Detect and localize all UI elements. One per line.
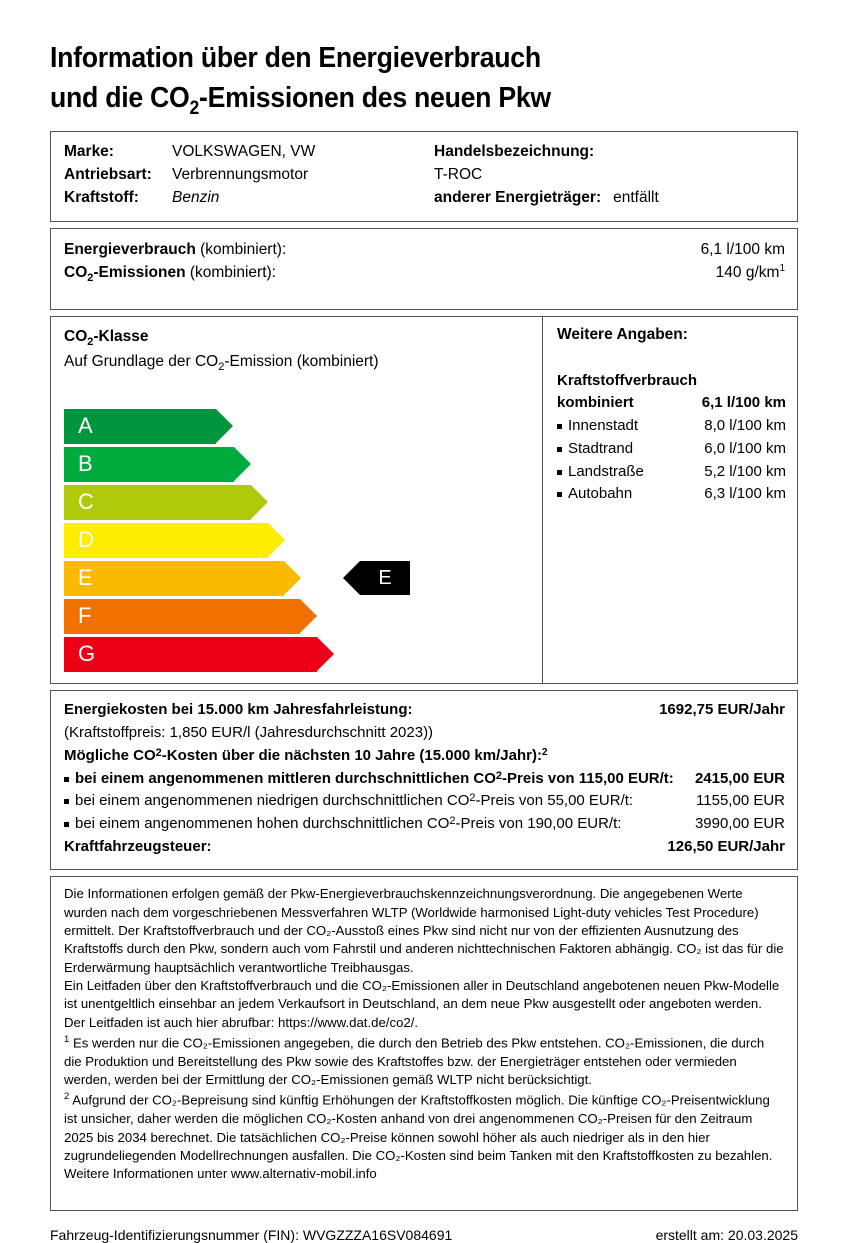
consumption-box — [50, 228, 798, 310]
energy-cost-row — [64, 699, 785, 722]
fuel-price-note: (Kraftstoffpreis: 1,850 EUR/l (Jahresdurchschnitt 2023)) — [64, 723, 434, 741]
bar-arrow-tip — [268, 523, 285, 557]
bar-shape — [64, 523, 334, 558]
identity-right-column — [434, 141, 785, 210]
co2-subscript: 2 — [495, 769, 503, 782]
footnote-marker: 2 — [541, 746, 548, 758]
co2-subscript: 2 — [449, 815, 456, 828]
square-bullet-icon — [64, 799, 69, 804]
handelsbezeichnung-label: Handelsbezeichnung: — [434, 143, 595, 161]
bar-shape — [64, 599, 334, 634]
fuel-consumption-row-name — [557, 483, 632, 506]
fuel-consumption-row-label: Stadtrand — [568, 439, 634, 457]
square-bullet-icon — [557, 470, 562, 475]
bar-letter-a: A — [78, 413, 93, 439]
fuel-consumption-row-value: 5,2 l/100 km — [704, 462, 786, 480]
legal-paragraph-2: Ein Leitfaden über den Kraftstoffverbrauch und die CO₂-Emissionen aller in Deutschland angebotenen neuen Pkw-Modelle ist unentgeltlich einsehbar an jedem Verkaufsort in Deutschland, an dem neue Pkw ausgestellt oder angeboten werden. Der Leitfaden ist auch hier abrufbar: https://www.dat.de/co2/. — [64, 977, 780, 1030]
fuel-consumption-row-value: 6,3 l/100 km — [704, 485, 786, 503]
bar-letter-d: D — [78, 527, 94, 553]
selected-class-letter: E — [378, 567, 392, 590]
fuel-consumption-list — [557, 392, 786, 506]
co2-class-bar-b — [64, 447, 334, 482]
vin-label: Fahrzeug-Identifizierungsnummer (FIN): — [50, 1226, 303, 1243]
fuel-consumption-row-label: kombiniert — [557, 394, 634, 412]
bar-body — [64, 523, 268, 558]
energy-cost-label: Energiekosten bei 15.000 km Jahresfahrleistung: — [64, 700, 413, 718]
legal-footnote-1-text: Es werden nur die CO₂-Emissionen angegeben, die durch den Betrieb des Pkw entstehen. CO₂-Emissionen, die durch die Produktion und Bereitstellung des Pkw sowie des Kraftstoffes bzw. der Energieträger entstehen oder vermieden werden, werden bei der Ermittlung der CO₂-Emissionen gemäß WLTP nicht berücksichtigt. — [64, 1035, 765, 1088]
vin-row — [50, 1227, 452, 1243]
bar-arrow-tip — [300, 599, 317, 633]
co2-emissions-value — [716, 261, 785, 287]
co2-class-title — [64, 326, 542, 351]
co2-class-bar-a — [64, 409, 334, 444]
bar-shape — [64, 409, 334, 444]
co2-emissions-label-a: CO — [64, 264, 88, 282]
co2-cost-scenario-value: 3990,00 EUR — [694, 815, 785, 833]
legal-paragraph-1: Die Informationen erfolgen gemäß der Pkw-Energieverbrauchskennzeichnungsverordnung. Die angegebenen Werte wurden nach dem vorgeschriebenen Messverfahren WLTP (Worldwide harmonised Light-duty vehicles Test Procedure) ermittelt. Der Kraftstoffverbrauch und der CO₂-Ausstoß eines Pkw sind nicht nur von der effizienten Ausnutzung des Kraftstoffs durch den Pkw, sondern auch vom Fahrstil und anderen nichttechnischen Faktoren abhängig. CO₂ ist das für die Erderwärmung hauptsächlich verantwortliche Treibhausgas. — [64, 886, 784, 975]
fuel-consumption-row-label: Innenstadt — [568, 416, 639, 434]
vehicle-tax-label: Kraftfahrzeugsteuer: — [64, 838, 212, 856]
scenario-text-a: bei einem angenommenen hohen durchschnittlichen CO — [75, 815, 450, 833]
identity-row-kraftstoff — [64, 187, 434, 210]
energy-consumption-label-bold: Energieverbrauch — [64, 240, 196, 258]
bar-letter-f: F — [78, 603, 92, 629]
fuel-consumption-row — [557, 438, 786, 461]
energy-consumption-label — [64, 238, 286, 261]
legal-notice-box — [50, 876, 798, 1210]
fuel-consumption-row-value: 8,0 l/100 km — [704, 416, 786, 434]
co2-class-scale-area — [51, 317, 543, 683]
identity-row-handelsbezeichnung-value — [434, 164, 785, 187]
handelsbezeichnung-value: T-ROC — [434, 165, 483, 183]
vehicle-tax-value: 126,50 EUR/Jahr — [667, 838, 785, 856]
co2-class-title-a: CO — [64, 327, 88, 345]
additional-info-title: Weitere Angaben: — [557, 325, 688, 343]
bar-shape — [64, 637, 334, 672]
anderer-energietraeger-label: anderer Energieträger: — [434, 188, 602, 206]
created-label: erstellt am: — [655, 1226, 728, 1243]
scenario-text-b: -Preis von 115,00 EUR/t: — [502, 769, 674, 787]
bar-shape — [64, 447, 334, 482]
footnote-marker: 2 — [64, 1091, 70, 1103]
bar-arrow-tip — [216, 409, 233, 443]
fuel-consumption-row-name — [557, 461, 644, 484]
antriebsart-label: Antriebsart: — [64, 165, 152, 183]
co2-class-panel — [50, 316, 798, 684]
co2-cost-scenario-label — [64, 813, 621, 836]
co2-subscript: 2 — [87, 272, 94, 285]
co2-class-bar-scale — [64, 409, 334, 675]
vehicle-identity-box — [50, 131, 798, 222]
co2-cost-header-row — [64, 745, 785, 768]
fuel-consumption-row-name — [557, 415, 638, 438]
fuel-consumption-row — [557, 461, 786, 484]
bar-shape — [64, 561, 334, 596]
energy-consumption-row — [64, 238, 785, 261]
co2-cost-header-b: -Kosten über die nächsten 10 Jahre (15.000 km/Jahr): — [161, 746, 542, 764]
co2-emissions-label-norm: (kombiniert): — [185, 264, 276, 282]
co2-cost-scenario-value: 2415,00 EUR — [694, 769, 785, 787]
scenario-text-a: bei einem angenommenen mittleren durchschnittlichen CO — [75, 769, 496, 787]
co2-subscript: 2 — [155, 746, 162, 759]
vin-value: WVGZZZA16SV084691 — [302, 1226, 453, 1243]
selected-co2-class-marker — [343, 561, 410, 595]
square-bullet-icon — [64, 777, 69, 782]
co2-emissions-label-b: -Emissionen — [93, 264, 186, 282]
fuel-consumption-row-value: 6,0 l/100 km — [704, 439, 786, 457]
co2-cost-scenario-value: 1155,00 EUR — [696, 792, 785, 810]
bar-body — [64, 599, 300, 634]
co2-class-bar-c — [64, 485, 334, 520]
fuel-consumption-row-label: Landstraße — [568, 462, 644, 480]
bar-arrow-tip — [284, 561, 301, 595]
co2-cost-scenario-row — [64, 813, 785, 836]
created-row — [656, 1227, 798, 1243]
vehicle-tax-row — [64, 836, 785, 859]
square-bullet-icon — [557, 492, 562, 497]
identity-left-column — [64, 141, 434, 210]
co2-subscript: 2 — [189, 97, 199, 119]
bar-body — [64, 561, 284, 596]
bar-arrow-tip — [234, 447, 251, 481]
fuel-consumption-row — [557, 392, 786, 415]
fuel-consumption-row — [557, 415, 786, 438]
scenario-text-b: -Preis von 190,00 EUR/t: — [455, 815, 622, 833]
legal-footnote-2 — [64, 1090, 785, 1183]
page-title-line2-a: und die CO — [50, 82, 190, 115]
identity-row-anderer-energietraeger — [434, 187, 785, 210]
scenario-text-a: bei einem angenommenen niedrigen durchschnittlichen CO — [75, 792, 470, 810]
co2-class-subtitle-a: Auf Grundlage der CO — [64, 352, 219, 370]
scenario-text-b: -Preis von 55,00 EUR/t: — [475, 792, 634, 810]
marker-arrow-tip — [343, 561, 360, 595]
co2-cost-header — [64, 745, 548, 768]
co2-subscript: 2 — [469, 792, 476, 805]
page-title-line1: Information über den Energieverbrauch — [50, 42, 541, 74]
bar-letter-c: C — [78, 489, 94, 515]
co2-class-bar-d — [64, 523, 334, 558]
co2-emissions-value-text: 140 g/km — [715, 264, 780, 282]
square-bullet-icon — [64, 822, 69, 827]
identity-row-handelsbezeichnung-label — [434, 141, 785, 164]
kraftstoff-value: Benzin — [172, 188, 220, 206]
fuel-consumption-row-value: 6,1 l/100 km — [701, 394, 786, 412]
co2-class-bar-f — [64, 599, 334, 634]
fuel-consumption-row-name — [557, 392, 634, 415]
legal-footnote-2-text: Aufgrund der CO₂-Bepreisung sind künftig Erhöhungen der Kraftstoffkosten möglich. Die künftige CO₂-Preisentwicklung ist unsicher, daher werden die möglichen CO₂-Kosten anhand von drei angenommenen CO₂-Preisen für den Zeitraum 2025 bis 2034 berechnet. Die tatsächlichen CO₂-Preise können sowohl höher als auch niedriger als in den hier zugrundeliegenden Modellrechnungen ausfallen. Die CO₂-Kosten sind beim Tanken mit den Kraftstoffkosten zu bezahlen. Weitere Informationen unter www.alternativ-mobil.info — [64, 1092, 773, 1182]
square-bullet-icon — [557, 447, 562, 452]
energy-consumption-value: 6,1 l/100 km — [700, 240, 785, 258]
page-footer — [50, 1227, 798, 1243]
footnote-marker: 1 — [64, 1034, 70, 1045]
co2-class-subtitle-b: -Emission (kombiniert) — [224, 352, 379, 370]
bar-shape — [64, 485, 334, 520]
costs-box — [50, 690, 798, 871]
bar-letter-e: E — [78, 565, 93, 591]
anderer-energietraeger-value: entfällt — [613, 188, 659, 206]
additional-info-panel — [543, 317, 797, 683]
bar-arrow-tip — [317, 637, 334, 671]
co2-cost-scenario-label — [64, 768, 674, 791]
square-bullet-icon — [557, 424, 562, 429]
fuel-consumption-section-title: Kraftstoffverbrauch — [557, 371, 698, 389]
page-title-line2-b: -Emissionen des neuen Pkw — [198, 82, 551, 115]
co2-subscript: 2 — [87, 335, 94, 348]
kraftstoff-label: Kraftstoff: — [64, 188, 139, 206]
co2-class-title-b: -Klasse — [93, 327, 149, 345]
co2-cost-scenario-label — [64, 790, 633, 813]
co2-cost-scenario-row — [64, 768, 785, 791]
bar-letter-g: G — [78, 641, 96, 667]
fuel-consumption-row-label: Autobahn — [568, 485, 633, 503]
co2-cost-scenario-row — [64, 790, 785, 813]
legal-footnote-1 — [64, 1033, 785, 1089]
marker-body — [360, 561, 410, 595]
bar-body — [64, 637, 317, 672]
co2-emissions-row — [64, 261, 785, 287]
bar-arrow-tip — [251, 485, 268, 519]
bar-letter-b: B — [78, 451, 93, 477]
identity-row-marke — [64, 141, 434, 164]
fuel-consumption-row-name — [557, 438, 633, 461]
co2-emissions-label — [64, 261, 276, 287]
co2-class-bar-g — [64, 637, 334, 672]
energy-cost-value: 1692,75 EUR/Jahr — [659, 700, 785, 718]
created-value: 20.03.2025 — [727, 1226, 798, 1243]
page-title-line2 — [50, 78, 738, 122]
co2-class-subtitle — [64, 351, 542, 376]
footnote-marker: 1 — [779, 263, 785, 275]
co2-class-bar-e — [64, 561, 334, 596]
co2-cost-header-a: Mögliche CO — [64, 746, 156, 764]
energy-consumption-label-norm: (kombiniert): — [195, 240, 287, 258]
co2-cost-scenarios — [64, 768, 785, 837]
marke-label: Marke: — [64, 143, 114, 161]
page-title — [50, 0, 738, 122]
identity-row-antriebsart — [64, 164, 434, 187]
fuel-consumption-row — [557, 483, 786, 506]
marke-value: VOLKSWAGEN, VW — [172, 143, 316, 161]
antriebsart-value: Verbrennungsmotor — [172, 165, 309, 183]
co2-subscript: 2 — [218, 360, 225, 373]
